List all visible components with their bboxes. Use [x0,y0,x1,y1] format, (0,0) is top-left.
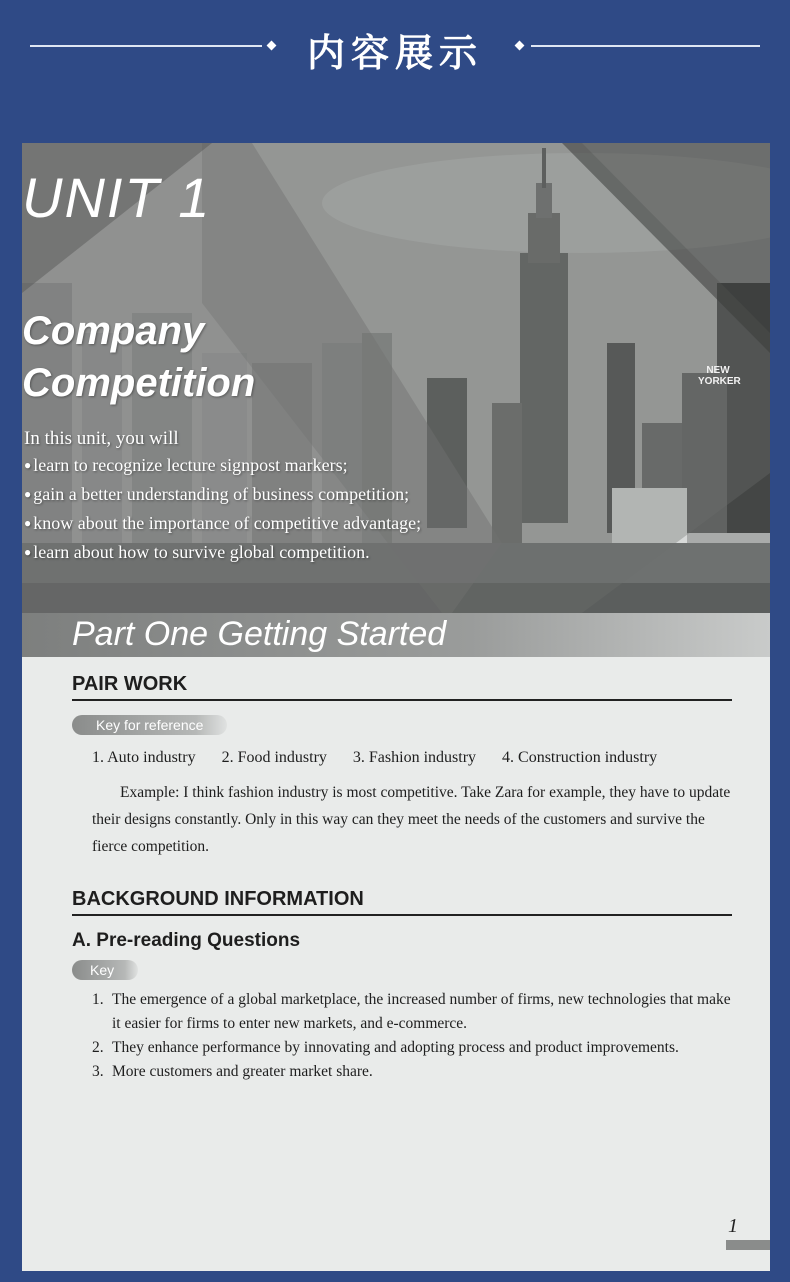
background-heading: BACKGROUND INFORMATION [72,888,732,916]
industry-list [72,749,732,767]
answer-key-item [92,988,732,1036]
example-text: Example: I think fashion industry is most competitive. Take Zara for example, they have to update their designs constantly. Only in this way can they meet the needs of the customers and survive the fierce competition. [92,784,731,855]
building-sign: NEW YORKER [698,365,741,387]
unit-subtitle-line1: Company [22,309,205,353]
pair-work-example [72,779,732,860]
key-badge: Key [72,960,138,980]
objective-item: ● learn to recognize lecture signpost markers; [24,452,421,481]
objective-item: ● know about the importance of competitive advantage; [24,510,421,539]
answer-key-item [92,1060,732,1084]
answer-text: They enhance performance by innovating and adopting process and product improvements. [112,1039,679,1056]
textbook-page [22,143,770,1271]
page-number: 1 [728,1215,738,1237]
unit-subtitle-line2: Competition [22,361,256,405]
banner-right-rule [531,45,760,47]
answer-text: The emergence of a global marketplace, the increased number of firms, new technologies that make it easier for firms to enter new markets, and e-commerce. [112,991,731,1032]
industry-item: 1. Auto industry [92,749,196,766]
answer-number: 1. [92,991,104,1008]
banner [0,0,790,140]
part-title: Part One Getting Started [72,615,447,653]
banner-title: 内容展示 [306,31,483,75]
answer-key-item [92,1036,732,1060]
answer-key-list [72,988,732,1084]
unit-objectives [24,425,421,568]
unit-subtitle [22,305,255,409]
part-heading-band [22,613,770,657]
key-for-reference-badge: Key for reference [72,715,227,735]
page-content [72,673,732,1084]
industry-item: 4. Construction industry [502,749,658,766]
pair-work-heading: PAIR WORK [72,673,732,701]
answer-number: 3. [92,1063,104,1080]
answer-number: 2. [92,1039,104,1056]
objectives-lead: In this unit, you will [24,428,179,449]
hero-image [22,143,770,613]
unit-title: UNIT 1 [22,166,212,229]
page-number-bar [726,1240,770,1250]
industry-item: 3. Fashion industry [352,749,477,766]
objective-item: ● learn about how to survive global competition. [24,539,421,568]
pre-reading-subheading: A. Pre-reading Questions [72,930,301,951]
objective-item: ● gain a better understanding of business competition; [24,481,421,510]
answer-text: More customers and greater market share. [112,1063,373,1080]
industry-item: 2. Food industry [221,749,327,766]
